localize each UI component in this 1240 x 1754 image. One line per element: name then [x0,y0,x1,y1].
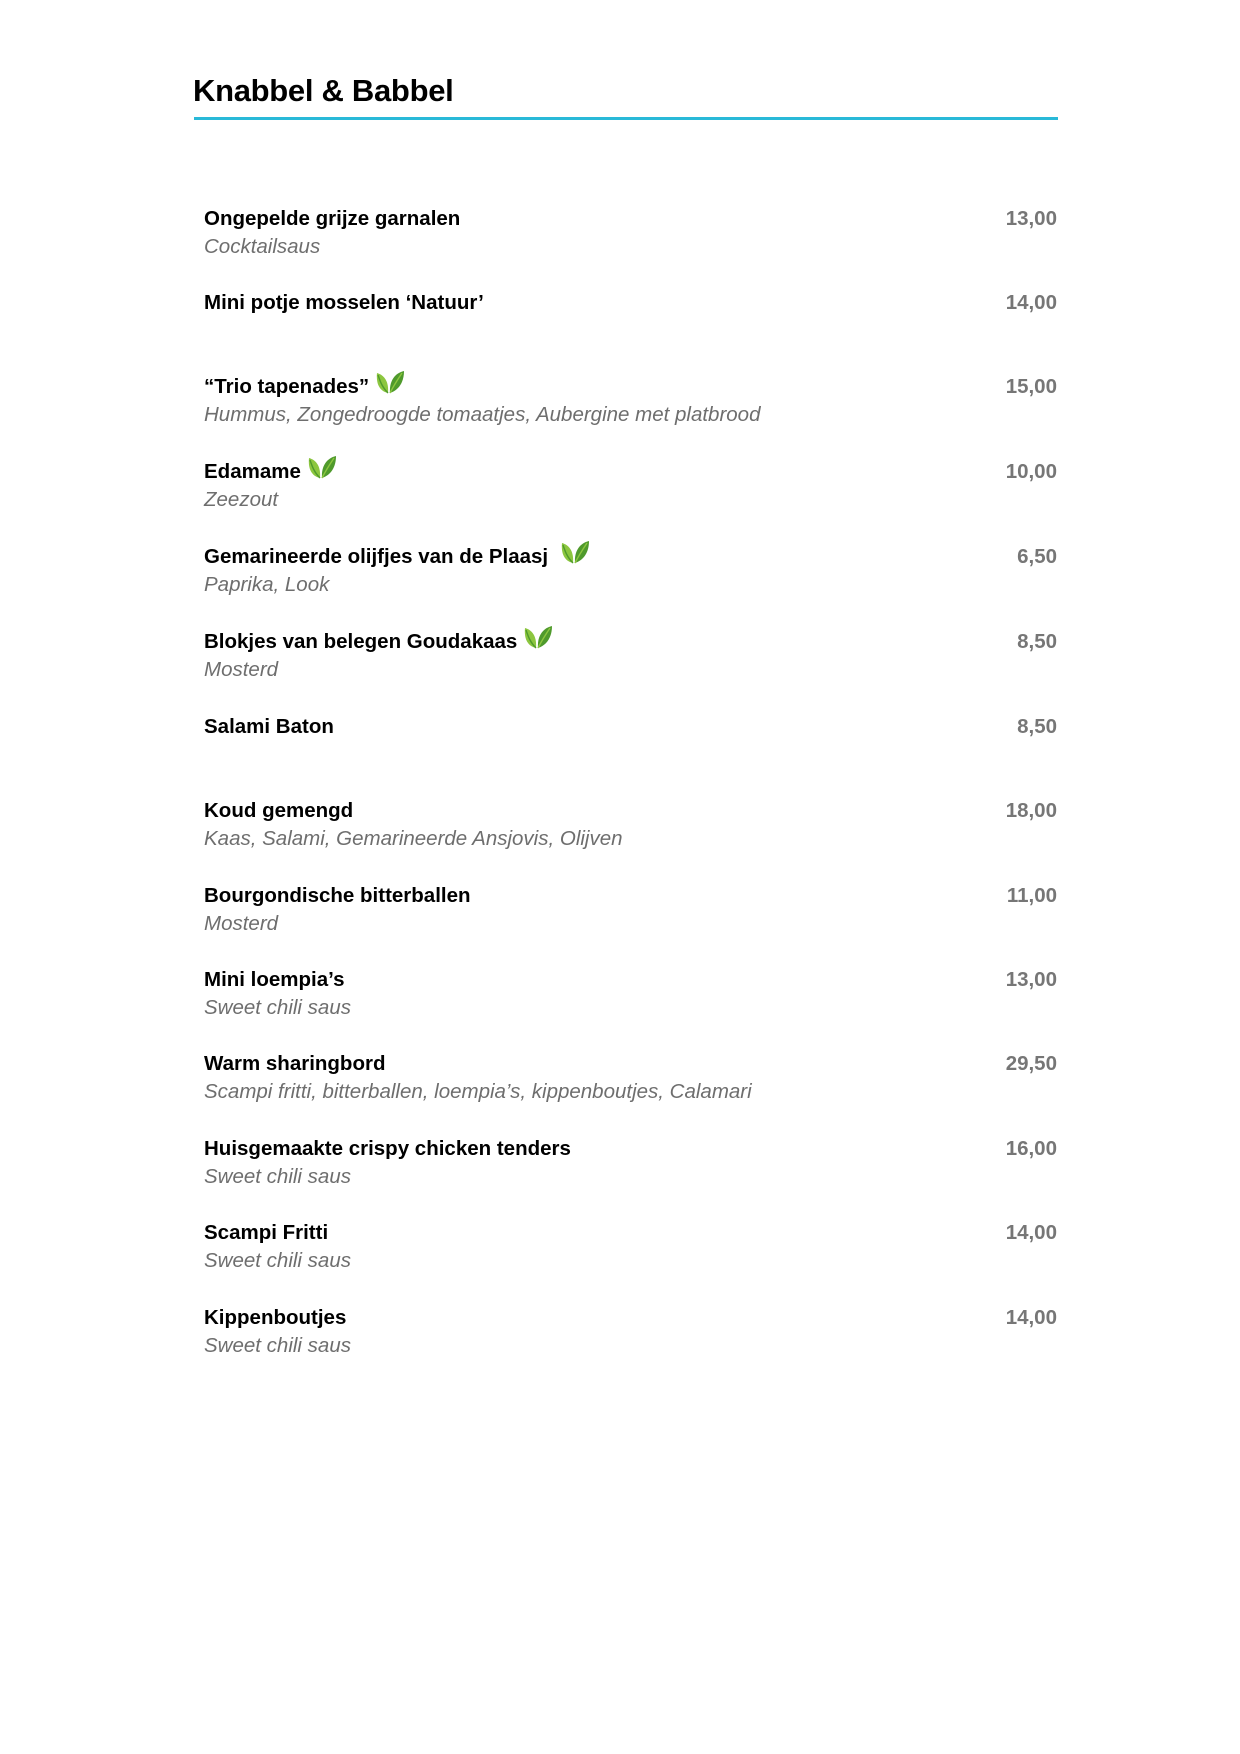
vegetarian-leaf-icon [523,624,553,650]
item-price: 16,00 [1005,1137,1057,1160]
menu-item [204,884,1057,944]
menu-item [204,1137,1057,1197]
menu-item [204,630,1057,690]
item-description: Cocktailsaus [204,235,321,258]
item-name: Bourgondische bitterballen [204,884,471,907]
item-description: Sweet chili saus [204,996,351,1019]
item-name: Mini loempia’s [204,968,345,991]
menu-item [204,460,1057,520]
menu-item [204,1306,1057,1366]
item-price: 11,00 [1006,884,1057,907]
item-price: 14,00 [1005,291,1057,314]
item-price: 14,00 [1005,1306,1057,1329]
item-description: Scampi fritti, bitterballen, loempia’s, kippenboutjes, Calamari [204,1080,752,1103]
item-description: Mosterd [204,912,279,935]
item-description: Sweet chili saus [204,1334,351,1357]
item-name: Koud gemengd [204,799,354,822]
vegetarian-leaf-icon [375,369,405,395]
vegetarian-leaf-icon [307,454,337,480]
item-description: Sweet chili saus [204,1249,351,1272]
item-price: 13,00 [1005,207,1057,230]
page-title: Knabbel & Babbel [193,73,454,108]
item-price: 18,00 [1005,799,1057,822]
item-price: 13,00 [1005,968,1057,991]
item-price: 15,00 [1005,375,1057,398]
menu-item [204,545,1057,605]
item-description: Paprika, Look [204,573,330,596]
menu-item [204,375,1057,435]
item-name: Ongepelde grijze garnalen [204,207,461,230]
item-price: 6,50 [1017,545,1057,568]
item-name: Warm sharingbord [204,1052,386,1075]
item-name: Huisgemaakte crispy chicken tenders [204,1137,571,1160]
item-description: Kaas, Salami, Gemarineerde Ansjovis, Olijven [204,827,623,850]
menu-item [204,207,1057,267]
vegetarian-leaf-icon [560,539,590,565]
menu-item [204,291,1057,351]
item-price: 29,50 [1005,1052,1057,1075]
item-name: Edamame [204,460,337,484]
item-name: Mini potje mosselen ‘Natuur’ [204,291,484,314]
item-description: Hummus, Zongedroogde tomaatjes, Aubergine met platbrood [204,403,761,426]
title-divider [194,117,1058,120]
item-name: Scampi Fritti [204,1221,329,1244]
item-price: 14,00 [1005,1221,1057,1244]
menu-item [204,799,1057,859]
menu-item [204,715,1057,775]
item-description: Zeezout [204,488,279,511]
menu-item [204,1052,1057,1112]
item-price: 10,00 [1005,460,1057,483]
item-description: Sweet chili saus [204,1165,351,1188]
menu-item [204,1221,1057,1281]
item-name: Salami Baton [204,715,334,738]
item-price: 8,50 [1017,630,1057,653]
item-name: Kippenboutjes [204,1306,347,1329]
item-name: Blokjes van belegen Goudakaas [204,630,553,654]
menu-item [204,968,1057,1028]
item-price: 8,50 [1017,715,1057,738]
item-name: Gemarineerde olijfjes van de Plaasj [204,545,590,569]
item-description: Mosterd [204,658,279,681]
item-name: “Trio tapenades” [204,375,405,399]
